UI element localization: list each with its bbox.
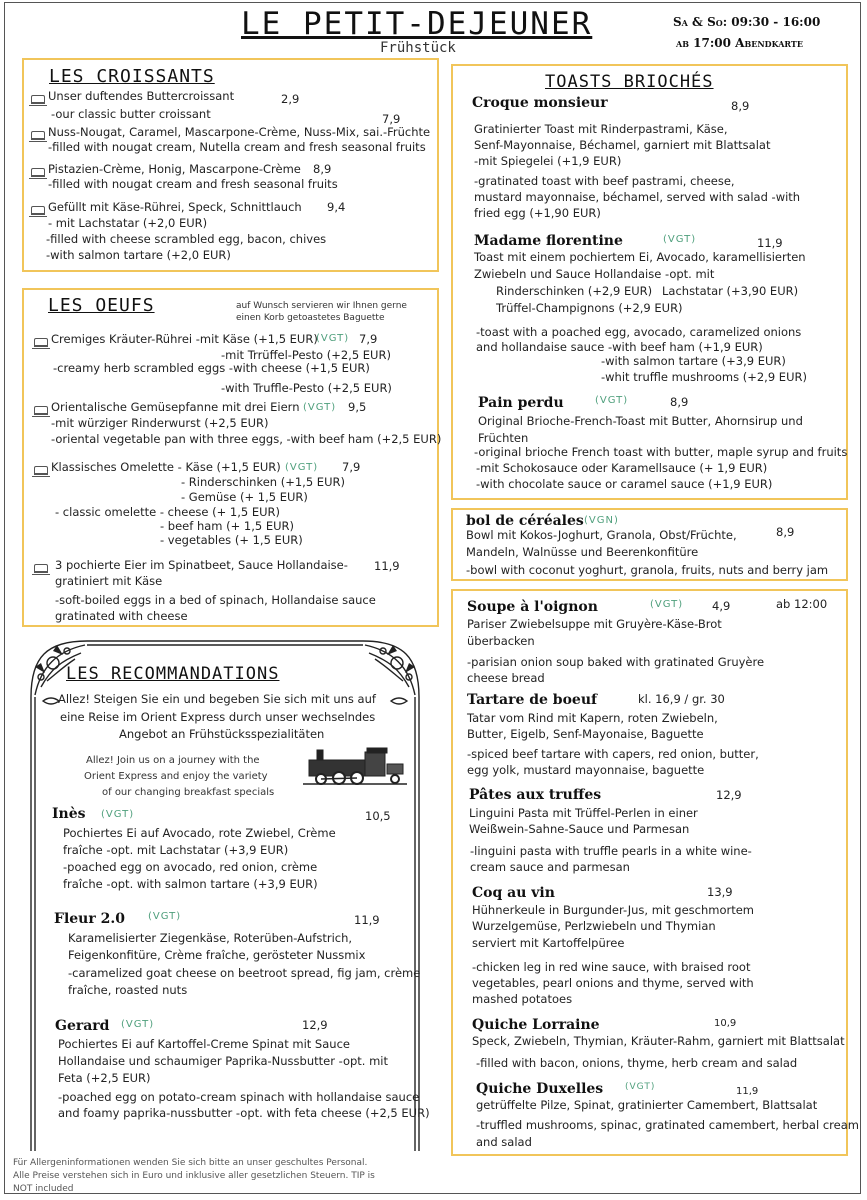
oeuf-1-en: -creamy herb scrambled eggs -with cheese (+1,5 EUR) (53, 361, 370, 375)
footer-tip: NOT included (13, 1184, 74, 1194)
dish-quiche-lorraine: Quiche Lorraine (472, 1017, 600, 1033)
madame-desc: Zwiebeln und Sauce Hollandaise -opt. mit (474, 267, 715, 281)
ines-en: fraîche -opt. with salmon tartare (+3,9 EUR) (63, 877, 318, 891)
croque-en: mustard mayonnaise, béchamel, served with salad -with (474, 190, 801, 204)
soupe-desc: Pariser Zwiebelsuppe mit Gruyère-Käse-Brot (467, 617, 722, 631)
croissant-3-en: -filled with nougat cream and fresh seasonal fruits (48, 177, 338, 191)
oeuf-3-option: - Rinderschinken (+1,5 EUR) (181, 475, 345, 489)
croissant-1: Unser duftendes Buttercroissant (48, 89, 235, 103)
soupe-en: -parisian onion soup baked with gratinated Gruyère (467, 655, 765, 669)
oeuf-1-price: 7,9 (359, 332, 378, 346)
tartare-desc: Tatar vom Rind mit Kapern, roten Zwiebeln, (467, 711, 718, 725)
pates-price: 12,9 (716, 788, 742, 802)
veg-badge: (VGT) (316, 333, 350, 344)
croissants-title: LES CROISSANTS (49, 66, 215, 87)
pates-desc: Weißwein-Sahne-Sauce und Parmesan (469, 822, 690, 836)
reco-intro: Angebot an Frühstücksspezialitäten (119, 727, 325, 741)
soupe-price: 4,9 (712, 599, 731, 613)
oeuf-3-price: 7,9 (342, 460, 361, 474)
midday-availability: ab 12:00 (776, 597, 828, 611)
reco-intro-en: Orient Express and enjoy the variety (84, 771, 268, 782)
madame-en: and hollandaise sauce -with beef ham (+1,9 EUR) (476, 340, 763, 354)
veg-badge: (VGT) (285, 462, 319, 473)
coq-price: 13,9 (707, 885, 733, 899)
coq-desc: Hühnerkeule in Burgunder-Jus, mit geschmortem (472, 903, 755, 917)
coq-en: -chicken leg in red wine sauce, with braised root (472, 960, 751, 974)
croissant-4-en: -filled with cheese scrambled egg, bacon, chives (46, 232, 327, 246)
dish-gerard: Gerard (55, 1018, 110, 1034)
reco-intro: Allez! Steigen Sie ein und begeben Sie sich mit uns auf (58, 692, 376, 706)
croissant-2-en: -filled with nougat cream, Nutella cream and fresh seasonal fruits (48, 140, 426, 154)
page-title: LE PETIT-DEJEUNER (241, 6, 593, 42)
veg-badge: (VGT) (121, 1019, 155, 1030)
pain-perdu-price: 8,9 (670, 395, 689, 409)
tartare-desc: Butter, Eigelb, Senf-Mayonaise, Baguette (467, 727, 704, 741)
cereales-price: 8,9 (776, 525, 795, 539)
croissant-4: Gefüllt mit Käse-Rührei, Speck, Schnittlauch (48, 200, 302, 214)
croissant-4-option: - mit Lachstatar (+2,0 EUR) (48, 216, 208, 230)
dish-quiche-duxelles: Quiche Duxelles (476, 1081, 604, 1097)
pain-perdu-desc: Früchten (478, 431, 529, 445)
oeufs-title: LES OEUFS (48, 295, 155, 316)
veg-badge: (VGT) (650, 599, 684, 610)
dish-ines: Inès (52, 806, 86, 822)
croissant-2-price: 7,9 (382, 112, 401, 126)
ines-en: -poached egg on avocado, red onion, crème (63, 860, 318, 874)
opening-hours: Sa & So: 09:30 - 16:00 (673, 15, 821, 29)
fleur-en: fraîche, roasted nuts (68, 983, 188, 997)
soupe-desc: überbacken (467, 634, 535, 648)
veg-badge: (VGT) (101, 809, 135, 820)
coq-desc: serviert mit Kartoffelpüree (472, 936, 625, 950)
coq-en: vegetables, pearl onions and thyme, served with (472, 976, 754, 990)
pates-en: cream sauce and parmesan (470, 860, 630, 874)
cereales-desc: Bowl mit Kokos-Joghurt, Granola, Obst/Früchte, (466, 528, 737, 542)
oeuf-2-option: -mit würziger Rinderwurst (+2,5 EUR) (51, 416, 269, 430)
oeuf-4-price: 11,9 (374, 559, 400, 573)
tartare-en: egg yolk, mustard mayonnaise, baguette (467, 763, 705, 777)
dish-pates-truffes: Pâtes aux truffes (469, 787, 602, 803)
croque-price: 8,9 (731, 99, 750, 113)
croissant-2: Nuss-Nougat, Caramel, Mascarpone-Crème, Nuss-Mix, sai.-Früchte (48, 125, 431, 139)
madame-desc: Toast mit einem pochiertem Ei, Avocado, karamellisierten (474, 250, 806, 264)
tartare-en: -spiced beef tartare with capers, red onion, butter, (467, 747, 759, 761)
reco-intro: eine Reise im Orient Express durch unser wechselndes (60, 710, 376, 724)
madame-option: Trüffel-Champignons (+2,9 EUR) (496, 301, 683, 315)
gerard-desc: Hollandaise und schaumiger Paprika-Nussbutter -opt. mit (58, 1054, 389, 1068)
fleur-desc: Karamelisierter Ziegenkäse, Roterüben-Aufstrich, (68, 931, 353, 945)
quiche-duxelles-en: -truffled mushrooms, spinac, gratinated camembert, herbal cream (476, 1118, 859, 1132)
ines-desc: fraîche -opt. mit Lachstatar (+3,9 EUR) (63, 843, 289, 857)
fleur-en: -caramelized goat cheese on beetroot spread, fig jam, crème (68, 966, 421, 980)
evening-menu-note: ab 17:00 Abendkarte (676, 36, 803, 50)
quiche-lorraine-desc: Speck, Zwiebeln, Thymian, Kräuter-Rahm, garniert mit Blattsalat (472, 1034, 845, 1048)
footer-allergen: Für Allergeninformationen wenden Sie sich bitte an unser geschultes Personal. (13, 1158, 368, 1168)
footer-prices: Alle Preise verstehen sich in Euro und inklusive aller gesetzlichen Steuern. TIP is (13, 1171, 375, 1181)
gerard-desc: Pochiertes Ei auf Kartoffel-Creme Spinat mit Sauce (58, 1037, 350, 1051)
pain-perdu-en: -original brioche French toast with butter, maple syrup and fruits (474, 445, 848, 459)
page-subtitle: Frühstück (380, 40, 456, 56)
quiche-duxelles-price: 11,9 (736, 1086, 759, 1097)
croissant-4-price: 9,4 (327, 200, 346, 214)
oeuf-3-en-option: - vegetables (+ 1,5 EUR) (160, 533, 303, 547)
dish-coq-au-vin: Coq au vin (472, 885, 555, 901)
coq-en: mashed potatoes (472, 992, 573, 1006)
egg-icon (34, 466, 48, 475)
tartare-price: kl. 16,9 / gr. 30 (638, 692, 725, 706)
train-icon (303, 746, 407, 788)
croissant-3: Pistazien-Crème, Honig, Mascarpone-Crème (48, 162, 301, 176)
cereales-en: -bowl with coconut yoghurt, granola, fruits, nuts and berry jam (466, 563, 829, 577)
dish-bol-de-cereales: bol de céréales (466, 513, 584, 529)
soupe-en: cheese bread (467, 671, 545, 685)
croque-en: -gratinated toast with beef pastrami, cheese, (474, 174, 735, 188)
quiche-lorraine-price: 10,9 (714, 1018, 737, 1029)
dish-croque-monsieur: Croque monsieur (472, 95, 608, 111)
pates-desc: Linguini Pasta mit Trüffel-Perlen in einer (469, 806, 698, 820)
croissant-icon (31, 206, 45, 215)
dish-fleur: Fleur 2.0 (54, 911, 125, 927)
oeufs-note: auf Wunsch servieren wir Ihnen gerne (236, 301, 407, 311)
oeuf-4-line2: gratiniert mit Käse (55, 574, 163, 588)
dish-pain-perdu: Pain perdu (478, 395, 564, 411)
oeuf-1-en-option: -with Truffle-Pesto (+2,5 EUR) (221, 381, 392, 395)
croissant-1-en: -our classic butter croissant (51, 107, 211, 121)
pain-perdu-desc: Original Brioche-French-Toast mit Butter, Ahornsirup und (478, 414, 803, 428)
veg-badge: (VGT) (148, 911, 182, 922)
egg-icon (34, 564, 48, 573)
veg-badge: (VGT) (625, 1082, 656, 1092)
croissant-icon (31, 168, 45, 177)
croissant-icon (31, 95, 45, 104)
fleur-desc: Feigenkonfitüre, Crème fraîche, gerösteter Nussmix (68, 948, 366, 962)
croque-desc: Senf-Mayonnaise, Béchamel, garniert mit Blattsalat (474, 138, 771, 152)
oeuf-4-en: gratinated with cheese (55, 609, 188, 623)
oeuf-3-en-option: - beef ham (+ 1,5 EUR) (160, 519, 295, 533)
oeuf-2: Orientalische Gemüsepfanne mit drei Eiern (51, 400, 300, 414)
croissant-icon (31, 131, 45, 140)
madame-en-option: -with salmon tartare (+3,9 EUR) (601, 354, 786, 368)
oeuf-2-price: 9,5 (348, 400, 367, 414)
madame-option: Rinderschinken (+2,9 EUR) (496, 284, 653, 298)
gerard-en: -poached egg on potato-cream spinach with hollandaise sauce (58, 1090, 420, 1104)
quiche-duxelles-en: and salad (476, 1135, 532, 1149)
egg-icon (34, 338, 48, 347)
ines-price: 10,5 (365, 809, 391, 823)
quiche-duxelles-desc: getrüffelte Pilze, Spinat, gratinierter Camembert, Blattsalat (476, 1098, 818, 1112)
croque-desc: Gratinierter Toast mit Rinderpastrami, Käse, (474, 122, 728, 136)
oeuf-2-en: -oriental vegetable pan with three eggs, -with beef ham (+2,5 EUR) (51, 432, 442, 446)
madame-en: -toast with a poached egg, avocado, caramelized onions (476, 325, 802, 339)
pain-perdu-option: -mit Schokosauce oder Karamellsauce (+ 1,9 EUR) (476, 461, 768, 475)
gerard-desc: Feta (+2,5 EUR) (58, 1071, 151, 1085)
pates-en: -linguini pasta with truffle pearls in a white wine- (470, 844, 752, 858)
croissant-1-price: 2,9 (281, 92, 300, 106)
quiche-lorraine-en: -filled with bacon, onions, thyme, herb cream and salad (476, 1056, 798, 1070)
oeuf-4-en: -soft-boiled eggs in a bed of spinach, Hollandaise sauce (55, 593, 376, 607)
cereales-desc: Mandeln, Walnüsse und Beerenkonfitüre (466, 545, 699, 559)
oeuf-3-en: - classic omelette - cheese (+ 1,5 EUR) (55, 505, 281, 519)
pain-perdu-en-option: -with chocolate sauce or caramel sauce (+1,9 EUR) (476, 477, 773, 491)
oeuf-1-option: -mit Trrüffel-Pesto (+2,5 EUR) (221, 348, 391, 362)
oeuf-1: Cremiges Kräuter-Rührei -mit Käse (+1,5 EUR) (51, 332, 318, 346)
croque-desc: -mit Spiegelei (+1,9 EUR) (474, 154, 622, 168)
dish-soupe: Soupe à l'oignon (467, 599, 598, 615)
reco-intro-en: of our changing breakfast specials (102, 787, 275, 798)
recommandations-title: LES RECOMMANDATIONS (66, 664, 280, 684)
fleur-price: 11,9 (354, 913, 380, 927)
dish-madame-florentine: Madame florentine (474, 233, 623, 249)
ines-desc: Pochiertes Ei auf Avocado, rote Zwiebel, Crème (63, 826, 336, 840)
gerard-en: and foamy paprika-nussbutter -opt. with feta cheese (+2,5 EUR) (58, 1106, 430, 1120)
madame-price: 11,9 (757, 236, 783, 250)
croque-en: fried egg (+1,90 EUR) (474, 206, 601, 220)
oeuf-4: 3 pochierte Eier im Spinatbeet, Sauce Hollandaise- (55, 558, 348, 572)
veg-badge: (VGT) (595, 395, 629, 406)
egg-icon (34, 406, 48, 415)
coq-desc: Wurzelgemüse, Perlzwiebeln und Thymian (472, 919, 716, 933)
gerard-price: 12,9 (302, 1018, 328, 1032)
oeuf-3-option: - Gemüse (+ 1,5 EUR) (181, 490, 308, 504)
croissant-3-price: 8,9 (313, 162, 332, 176)
madame-option: Lachstatar (+3,90 EUR) (662, 284, 799, 298)
veg-badge: (VGT) (663, 234, 697, 245)
toasts-title: TOASTS BRIOCHÉS (545, 72, 714, 92)
oeuf-3: Klassisches Omelette - Käse (+1,5 EUR) (51, 460, 281, 474)
madame-en-option: -whit truffle mushrooms (+2,9 EUR) (601, 370, 807, 384)
dish-tartare: Tartare de boeuf (467, 692, 598, 708)
croissant-4-en-option: -with salmon tartare (+2,0 EUR) (46, 248, 231, 262)
oeufs-note: einen Korb getoastetes Baguette (236, 313, 385, 323)
veg-badge: (VGT) (303, 402, 337, 413)
vegan-badge: (VGN) (584, 515, 619, 526)
reco-intro-en: Allez! Join us on a journey with the (86, 755, 260, 766)
